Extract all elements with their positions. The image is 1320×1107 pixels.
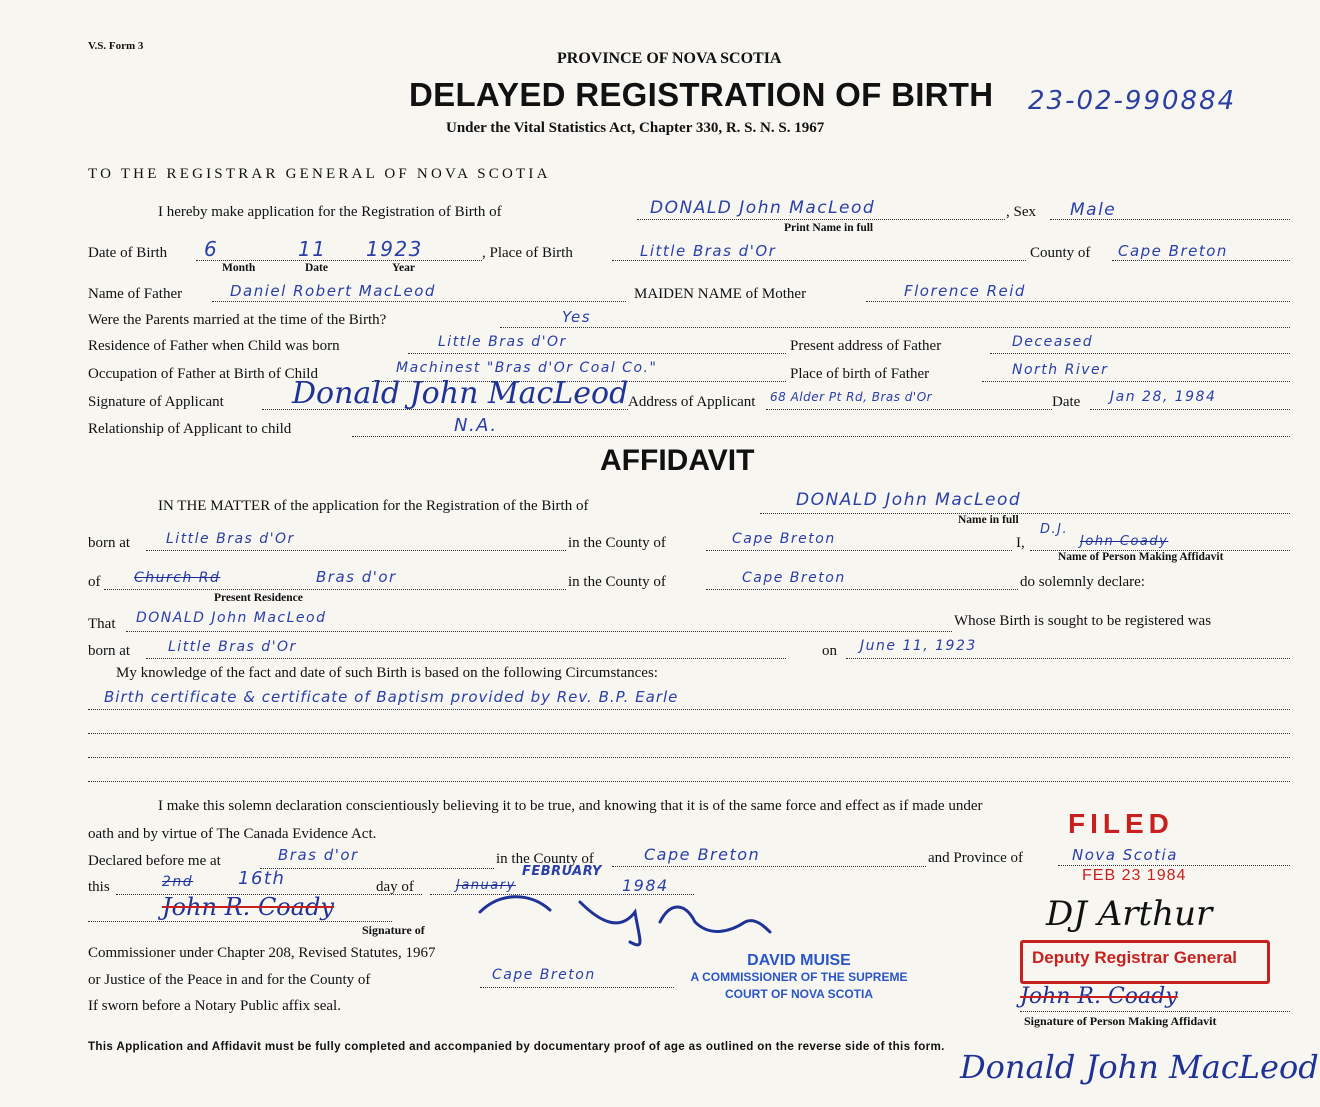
dob-month: 6 — [204, 237, 219, 261]
footer-note: This Application and Affidavit must be fully completed and accompanied by documentary proof of age as outlined on the reverse side of this form. — [88, 1040, 945, 1053]
occupation-label: Occupation of Father at Birth of Child — [88, 366, 318, 382]
day-of-label: day of — [376, 879, 414, 895]
affiant-name-label: Name of Person Making Affidavit — [1058, 551, 1224, 563]
affiant-struck-name: John Coady — [1080, 534, 1169, 549]
sex-value: Male — [1070, 200, 1117, 220]
act-subtitle: Under the Vital Statistics Act, Chapter 330, R. S. N. S. 1967 — [446, 120, 825, 136]
declared-province: Nova Scotia — [1072, 846, 1178, 864]
born-at-label-2: born at — [88, 643, 131, 659]
matter-text: IN THE MATTER of the application for the Registration of the Birth of — [158, 498, 589, 514]
present-addr-label: Present address of Father — [790, 338, 942, 354]
declaration-line-2: oath and by virtue of The Canada Evidence Act. — [88, 826, 377, 842]
muise-stamp-line-2: A COMMISSIONER OF THE SUPREME — [690, 970, 908, 984]
commissioner-struck-signature: John R. Coady — [162, 893, 334, 921]
application-date: Jan 28, 1984 — [1110, 389, 1217, 405]
child-name: DONALD John MacLeod — [650, 198, 876, 218]
jp-county: Cape Breton — [492, 967, 596, 983]
filed-stamp: FILED — [1068, 808, 1174, 839]
affidavit-county: Cape Breton — [732, 531, 836, 547]
married-label: Were the Parents married at the time of the Birth? — [88, 312, 387, 328]
pob-father-value: North River — [1012, 362, 1109, 378]
county-label: County of — [1030, 245, 1091, 261]
this-label: this — [88, 879, 110, 895]
to-registrar-line: TO THE REGISTRAR GENERAL OF NOVA SCOTIA — [88, 166, 551, 182]
declared-label: Declared before me at — [88, 853, 221, 869]
date-label: Date — [305, 262, 328, 274]
address-value: 68 Alder Pt Rd, Bras d'Or — [770, 390, 933, 404]
i-label: I, — [1016, 535, 1025, 551]
sig-affiant-label: Signature of Person Making Affidavit — [1024, 1014, 1217, 1028]
mother-name: Florence Reid — [904, 282, 1026, 300]
on-date: June 11, 1923 — [860, 638, 977, 654]
mother-label: MAIDEN NAME of Mother — [634, 286, 807, 302]
affiant-struck-signature: John R. Coady — [1020, 984, 1178, 1009]
born-at-value: Little Bras d'Or — [166, 531, 295, 547]
in-county-label-3: in the County of — [496, 851, 594, 867]
date-label-2: Date — [1052, 394, 1081, 410]
relationship-value: N.A. — [454, 415, 498, 436]
province-label: and Province of — [928, 850, 1023, 866]
pob-value: Little Bras d'Or — [640, 242, 777, 260]
declare-text: do solemnly declare: — [1020, 574, 1145, 590]
circumstances-value: Birth certificate & certificate of Baptism provided by Rev. B.P. Earle — [104, 688, 679, 706]
bottom-signature: Donald John MacLeod — [960, 1048, 1319, 1086]
res-father-value: Little Bras d'Or — [438, 334, 567, 350]
print-name-label: Print Name in full — [784, 222, 874, 234]
muise-stamp-line-3: COURT OF NOVA SCOTIA — [725, 987, 873, 1001]
filed-date-stamp: FEB 23 1984 — [1082, 867, 1187, 884]
affiant-residence: Bras d'or — [316, 568, 397, 586]
sex-label: , Sex — [1006, 204, 1036, 220]
form-title: DELAYED REGISTRATION OF BIRTH — [409, 76, 994, 113]
year-label: Year — [392, 262, 415, 274]
married-value: Yes — [562, 308, 592, 326]
of-label: of — [88, 574, 101, 590]
notary-line: If sworn before a Notary Public affix seal. — [88, 998, 341, 1014]
declaration-line-1: I make this solemn declaration conscientiously believing it to be true, and knowing that it is of the same force and effect as if made under — [158, 798, 983, 814]
relationship-label: Relationship of Applicant to child — [88, 421, 292, 437]
name-in-full-label: Name in full — [958, 514, 1019, 526]
occupation-value: Machinest "Bras d'Or Coal Co." — [396, 360, 658, 376]
month-value: FEBRUARY — [522, 864, 602, 879]
muise-stamp-name: DAVID MUISE — [747, 952, 851, 969]
province-heading: PROVINCE OF NOVA SCOTIA — [557, 50, 782, 67]
affidavit-heading: AFFIDAVIT — [600, 444, 755, 477]
declared-at-value: Bras d'or — [278, 846, 359, 864]
deputy-registrar-stamp: Deputy Registrar General — [1032, 948, 1238, 967]
that-name: DONALD John MacLeod — [136, 610, 327, 626]
pob-father-label: Place of birth of Father — [790, 366, 930, 382]
in-county-label: in the County of — [568, 535, 666, 551]
month-label: Month — [222, 262, 256, 274]
pob-label: , Place of Birth — [482, 245, 573, 261]
applicant-signature: Donald John MacLeod — [292, 376, 629, 411]
registration-number: 23-02-990884 — [1028, 86, 1237, 116]
present-addr-value: Deceased — [1012, 334, 1094, 350]
form-number: V.S. Form 3 — [88, 40, 144, 52]
that-label: That — [88, 616, 116, 632]
day-struck: 2nd — [162, 874, 194, 890]
commissioner-line-1: Commissioner under Chapter 208, Revised Statutes, 1967 — [88, 945, 436, 961]
year-value: 1984 — [622, 876, 669, 895]
affiant-county: Cape Breton — [742, 570, 846, 586]
commissioner-line-2: or Justice of the Peace in and for the County of — [88, 972, 371, 988]
dob-year: 1923 — [366, 237, 423, 261]
father-label: Name of Father — [88, 286, 183, 302]
on-label: on — [822, 643, 837, 659]
born-at-value-2: Little Bras d'Or — [168, 639, 297, 655]
affidavit-child-name: DONALD John MacLeod — [796, 490, 1022, 510]
dob-day: 11 — [298, 237, 327, 261]
address-label: Address of Applicant — [628, 394, 756, 410]
residence-struck: Church Rd — [134, 570, 221, 586]
declared-county: Cape Breton — [644, 845, 761, 864]
knowledge-text: My knowledge of the fact and date of such Birth is based on the following Circumstances: — [116, 665, 658, 681]
affiant-initials: D.J. — [1040, 522, 1069, 537]
whose-birth-text: Whose Birth is sought to be registered was — [954, 613, 1212, 629]
signature-of-label: Signature of — [362, 923, 425, 937]
signature-label: Signature of Applicant — [88, 394, 224, 410]
dob-label: Date of Birth — [88, 245, 168, 261]
in-county-label-2: in the County of — [568, 574, 666, 590]
commissioner-signature-icon — [470, 882, 790, 952]
present-residence-label: Present Residence — [214, 592, 303, 604]
father-name: Daniel Robert MacLeod — [230, 282, 436, 300]
application-intro: I hereby make application for the Registration of Birth of — [158, 204, 502, 220]
county-value: Cape Breton — [1118, 242, 1228, 260]
born-at-label: born at — [88, 535, 131, 551]
deputy-signature: DJ Arthur — [1046, 894, 1213, 934]
month-struck: January — [456, 878, 516, 893]
res-father-label: Residence of Father when Child was born — [88, 338, 340, 354]
day-value: 16th — [238, 868, 286, 889]
